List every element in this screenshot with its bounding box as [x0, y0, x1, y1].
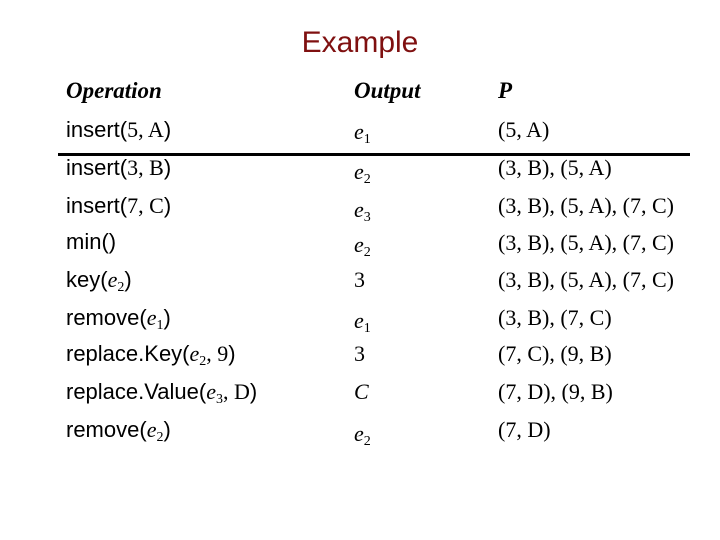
row-8-output: C	[354, 379, 369, 404]
row-1-p: (5, A)	[498, 117, 550, 142]
row-3-output: $e_3$	[354, 197, 371, 225]
row-6-output: $e_1$	[354, 308, 371, 336]
row-7-output: 3	[354, 341, 365, 366]
row-1-operation: insert(5, A)	[66, 117, 172, 142]
row-8-operation: $replace.Value(e_3$, D)	[66, 379, 258, 407]
row-5-p: (3, B), (5, A), (7, C)	[498, 267, 674, 292]
row-4-operation: min()	[66, 229, 117, 254]
row-5-operation: $key(e_2)$	[66, 267, 132, 295]
header-operation: Operation	[66, 78, 162, 103]
row-1-output: $e_1$	[354, 119, 371, 147]
row-6-operation: $remove(e_1)$	[66, 305, 171, 333]
row-4-output: $e_2$	[354, 232, 371, 260]
header-p: P	[498, 78, 513, 103]
row-6-p: (3, B), (7, C)	[498, 305, 612, 330]
row-7-operation: $replace.Key(e_2$, 9)	[66, 341, 236, 369]
row-8-p: (7, D), (9, B)	[498, 379, 613, 404]
row-2-p: (3, B), (5, A)	[498, 155, 612, 180]
row-4-p: (3, B), (5, A), (7, C)	[498, 230, 674, 255]
row-9-output: $e_2$	[354, 421, 371, 449]
row-9-p: (7, D)	[498, 417, 551, 442]
row-2-operation: insert(3, B)	[66, 155, 172, 180]
row-2-output: $e_2$	[354, 159, 371, 187]
row-9-operation: $remove(e_2)$	[66, 417, 171, 445]
row-7-p: (7, C), (9, B)	[498, 341, 612, 366]
slide-title: Example	[301, 26, 419, 59]
row-3-p: (3, B), (5, A), (7, C)	[498, 193, 674, 218]
row-5-output: 3	[354, 267, 365, 292]
header-output: Output	[354, 78, 421, 103]
row-3-operation: insert(7, C)	[66, 193, 172, 218]
